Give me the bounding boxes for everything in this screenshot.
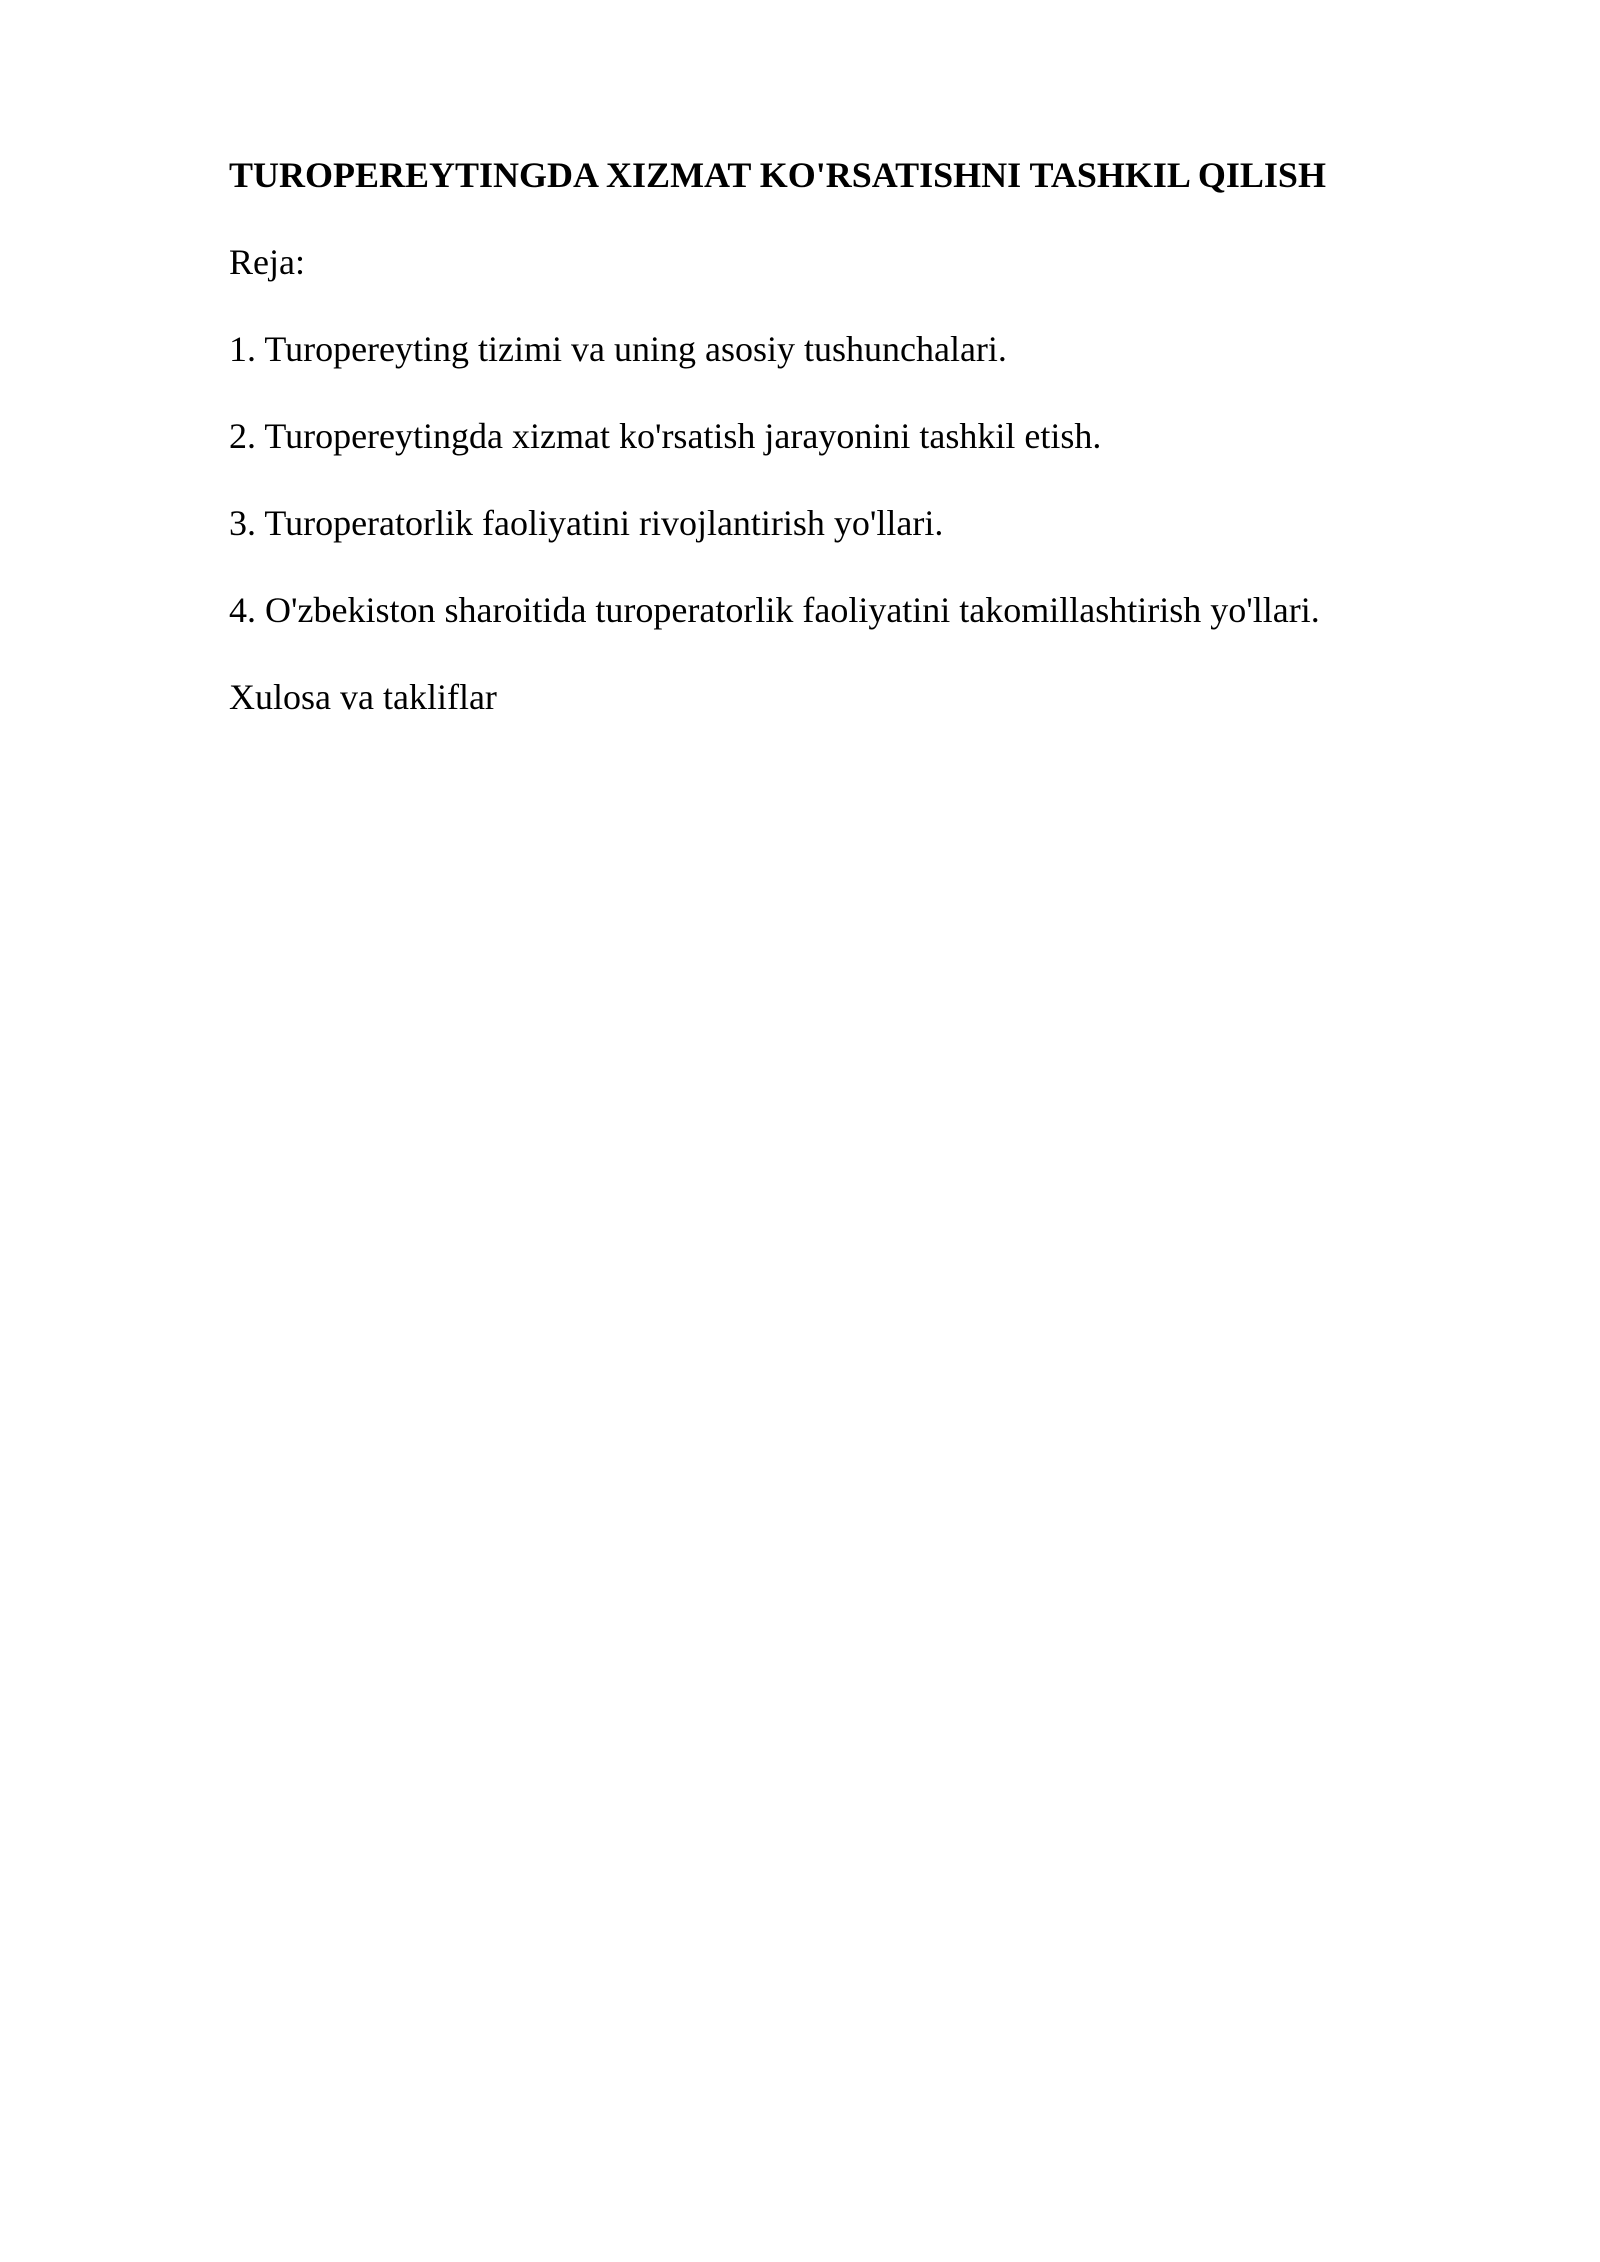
plan-item-4: 4. O'zbekiston sharoitida turoperatorlik faoliyatini takomillashtirish yo'llari. (229, 590, 1320, 630)
plan-item-1: 1. Turopereyting tizimi va uning asosiy tushunchalari. (229, 329, 1007, 369)
document-body (229, 150, 1429, 759)
document-title: TUROPEREYTINGDA XIZMAT KO'RSATISHNI TASHKIL QILISH (229, 155, 1326, 195)
plan-item-3: 3. Turoperatorlik faoliyatini rivojlantirish yo'llari. (229, 503, 944, 543)
conclusion-heading: Xulosa va takliflar (229, 677, 497, 717)
plan-label: Reja: (229, 242, 305, 282)
plan-item-2: 2. Turopereytingda xizmat ko'rsatish jarayonini tashkil etish. (229, 416, 1102, 456)
